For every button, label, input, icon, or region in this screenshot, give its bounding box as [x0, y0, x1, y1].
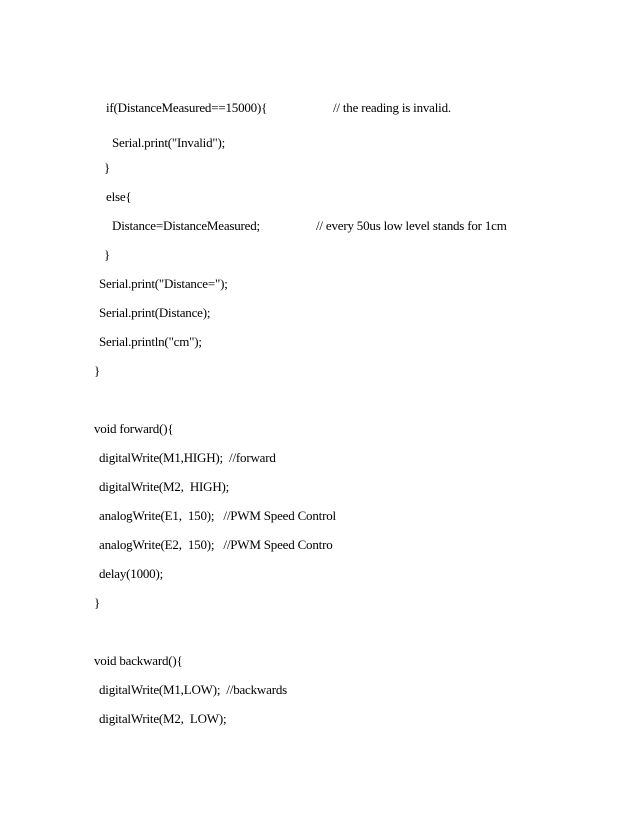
code-line-4: else{	[106, 189, 132, 204]
code-line-19: digitalWrite(M1,LOW); //backwards	[99, 682, 287, 697]
code-line-7: Serial.print("Distance=");	[99, 276, 228, 291]
code-line-17: }	[94, 595, 101, 610]
code-line-6: }	[104, 247, 111, 262]
code-line-5: Distance=DistanceMeasured;	[112, 218, 260, 233]
code-line-18: void backward(){	[94, 653, 183, 668]
code-line-12: digitalWrite(M1,HIGH); //forward	[99, 450, 276, 465]
code-line-1: if(DistanceMeasured==15000){	[106, 100, 268, 115]
code-line-14: analogWrite(E1, 150); //PWM Speed Control	[99, 508, 336, 523]
code-line-10: }	[94, 363, 101, 378]
code-line-16: delay(1000);	[99, 566, 164, 581]
code-line-2: Serial.print("Invalid");	[112, 135, 226, 150]
code-line-9: Serial.println("cm");	[99, 334, 202, 349]
code-line-13: digitalWrite(M2, HIGH);	[99, 479, 230, 494]
code-line-20: digitalWrite(M2, LOW);	[99, 711, 227, 726]
code-line-8: Serial.print(Distance);	[99, 305, 211, 320]
code-line-15: analogWrite(E2, 150); //PWM Speed Contro	[99, 537, 333, 552]
code-line-11: void forward(){	[94, 421, 174, 436]
code-line-3: }	[104, 160, 111, 175]
code-comment-5: // every 50us low level stands for 1cm	[316, 218, 507, 233]
code-comment-1: // the reading is invalid.	[333, 100, 451, 115]
